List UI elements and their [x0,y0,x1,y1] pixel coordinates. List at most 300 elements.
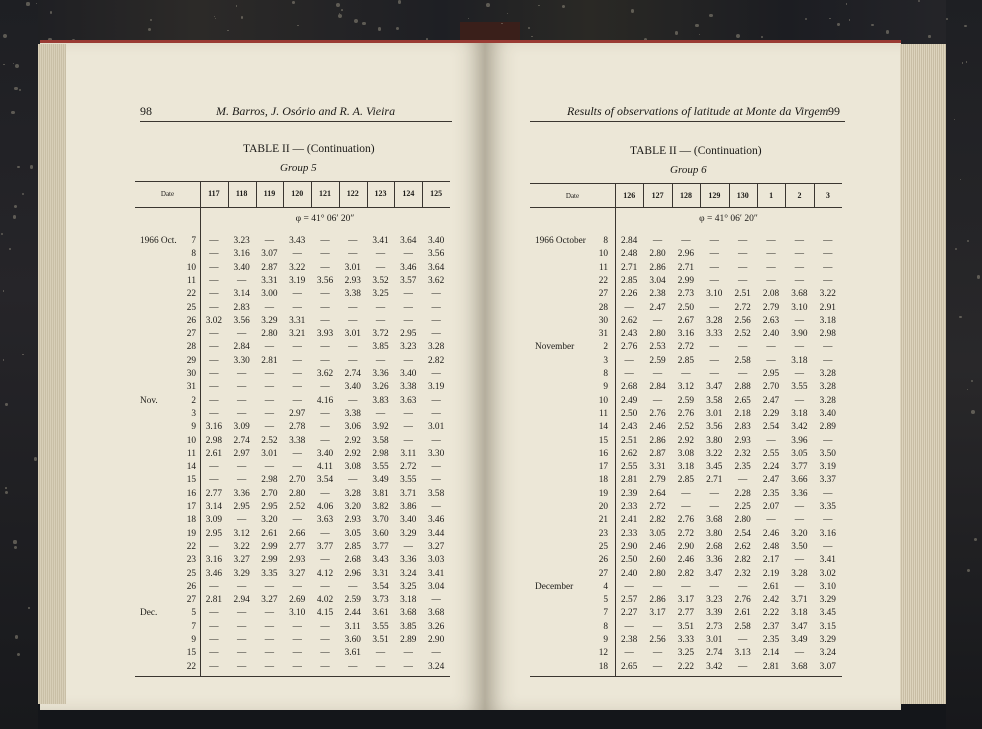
left-table-cell: — [237,408,247,419]
left-table-cell: 3.31 [372,568,389,579]
cover-speck [30,165,33,168]
left-table-cell: — [292,621,302,632]
left-table-cell: — [292,515,302,526]
left-table-cell: — [320,289,330,300]
left-table-cell: 2.98 [205,435,223,446]
left-table-cell: — [292,395,302,406]
right-table-cell: 2.92 [677,435,695,446]
left-table-cell: 2.78 [289,422,306,433]
left-table-cell: — [320,435,330,446]
right-table-cell: — [681,502,691,512]
left-table-cell: — [431,502,441,512]
right-row-day: 7 [603,608,608,619]
left-table-cell: — [237,608,247,619]
left-table-cell: — [264,648,275,659]
left-table-cell: 2.93 [344,275,361,286]
left-row-day: 22 [186,661,196,672]
right-table-cell: — [794,555,805,566]
left-group-label: Group 5 [280,162,317,174]
right-table-cell: 2.73 [677,289,695,300]
left-row-day: 31 [186,382,196,393]
left-table-cell: — [403,408,413,419]
right-column-header: 1 [769,191,774,200]
left-table-cell: 3.04 [427,581,445,592]
right-row-day: 10 [598,249,608,260]
left-table-cell: — [292,369,302,379]
left-table-cell: — [320,408,330,419]
right-table-cell: 3.10 [791,302,808,313]
cover-speck [22,193,24,195]
left-column-header: 121 [318,189,331,198]
left-table-cell: — [292,648,302,659]
left-table-cell: 3.68 [400,608,417,619]
cover-speck [336,3,340,7]
right-table-cell: 2.52 [734,329,751,340]
right-table-cell: 2.46 [762,528,780,539]
left-table-cell: — [320,249,330,260]
right-table-cell: 2.79 [649,475,666,486]
cover-speck [338,14,342,18]
right-table-cell: — [738,249,748,260]
left-column-header: 124 [402,189,415,198]
right-table-cell: 2.74 [706,648,723,659]
left-table-cell: 2.81 [261,355,278,366]
left-table-cell: 2.99 [261,541,278,552]
left-table-cell: 2.80 [289,488,306,499]
left-table-cell: 3.43 [289,236,306,246]
right-table-cell: 3.05 [791,448,808,459]
left-column-header: 119 [263,189,276,198]
left-table-cell: 2.72 [400,462,417,473]
right-table-cell: 2.85 [621,275,638,286]
left-table-cell: 3.09 [205,515,223,526]
right-date-header: Date [565,192,580,200]
right-table-cell: 2.72 [677,528,695,539]
right-table-cell: — [823,236,833,246]
right-table-cell: 2.87 [649,448,666,459]
left-table-cell: 3.54 [316,475,334,486]
left-table-cell: — [348,475,358,486]
left-table-cell: 2.87 [261,262,278,273]
right-table-cell: 3.47 [791,621,808,632]
right-column-header: 2 [797,191,802,200]
left-table-cell: — [237,369,247,379]
right-table-cell: 2.62 [621,448,638,459]
left-table-cell: 3.92 [372,422,389,433]
book-cover-left [0,0,38,729]
left-table-cell: — [209,635,219,645]
left-table-cell: — [264,462,275,473]
cover-speck [398,0,401,3]
left-table-cell: 3.55 [400,475,417,486]
right-table-cell: — [738,661,748,672]
left-table-cell: — [348,581,358,592]
right-row-day: 18 [598,475,608,486]
right-table-header-rule [530,207,842,208]
left-table-cell: 4.06 [316,502,334,512]
right-table-cell: 2.28 [734,488,751,499]
left-table-cell: 3.52 [372,275,389,286]
left-table-cell: 3.19 [289,275,306,286]
left-table-cell: 2.84 [233,342,250,353]
left-table-cell: — [209,329,219,340]
right-table-cell: 3.12 [677,382,695,393]
left-table-cell: 2.59 [344,595,361,606]
right-column-header: 126 [623,191,636,200]
right-row-day: 11 [599,262,608,273]
left-table-cell: — [209,621,219,632]
right-table-cell: 2.83 [734,422,751,433]
left-row-day: 22 [186,541,196,552]
left-table-cell: 3.58 [427,488,445,499]
left-table-cell: 3.12 [233,528,250,539]
right-table-cell: 2.71 [677,262,695,273]
left-table-cell: 3.07 [261,249,278,260]
right-table-cell: 3.40 [819,408,836,419]
right-table-cell: 2.35 [734,462,751,473]
right-table-cell: 3.19 [819,462,836,473]
right-table-cell: 3.80 [706,435,723,446]
right-table-cell: 2.46 [649,541,666,552]
right-table-cell: — [681,236,691,246]
left-row-day: 25 [186,302,196,313]
left-table-cell: — [403,541,413,552]
right-table-cell: — [709,369,719,379]
right-table-title: TABLE II — (Continuation) [630,145,762,157]
right-table-cell: — [794,369,805,379]
left-table-cell: 3.24 [427,661,445,672]
right-table-cell: 3.41 [819,555,836,566]
right-table-cell: 3.28 [819,395,836,406]
right-table-cell: 3.50 [791,541,808,552]
cover-speck [28,607,29,608]
right-table-cell: 2.99 [677,275,695,286]
right-table-cell: 3.68 [791,661,808,672]
left-table-cell: 3.38 [289,435,306,446]
left-table-cell: 3.55 [372,621,389,632]
right-table-cell: 2.25 [734,502,751,512]
left-table-cell: 3.36 [400,555,417,566]
right-table-cell: — [624,648,634,659]
left-table-cell: 2.61 [261,528,278,539]
right-table-cell: 3.24 [819,648,836,659]
right-table-cell: 2.52 [677,422,695,433]
left-row-day: 7 [191,236,196,246]
left-table-cell: — [375,302,386,313]
left-table-cell: 2.90 [427,635,445,645]
right-table-cell: 3.42 [791,422,808,433]
left-table-cell: — [292,355,302,366]
left-table-cell: 2.74 [344,369,361,379]
right-table-cell: 2.93 [734,435,751,446]
right-table-cell: 3.47 [706,568,723,579]
right-table-cell: — [652,395,663,406]
left-table-cell: 3.81 [372,488,389,499]
right-table-cell: 2.76 [677,515,695,526]
left-row-day: 11 [187,275,196,286]
left-column-header: 120 [291,189,304,198]
left-table-cell: — [209,355,219,366]
right-page-edges [900,44,946,704]
right-table-cell: 3.29 [819,595,836,606]
left-table-cell: 2.95 [205,528,223,539]
right-table-cell: 2.90 [621,541,638,552]
right-table-cell: 2.58 [734,621,751,632]
right-table-cell: 3.01 [706,408,723,419]
right-table-cell: — [794,315,805,326]
right-table-cell: — [709,342,719,353]
left-table-cell: — [209,249,219,260]
left-table-cell: 3.57 [400,275,417,286]
right-row-day: 11 [599,408,608,419]
left-table-cell: — [264,369,275,379]
cover-speck [528,27,530,29]
right-table-cell: — [794,648,805,659]
right-table-cell: 3.90 [791,329,808,340]
left-table-cell: 3.01 [427,422,445,433]
left-table-cell: — [292,342,302,353]
right-table-cell: 2.59 [649,355,666,366]
right-table-cell: 2.60 [649,555,666,566]
left-table-cell: 3.40 [344,382,361,393]
right-row-day: 12 [598,648,608,659]
left-table-cell: — [320,382,330,393]
right-running-head: Results of observations of latitude at Monte da Virgem [567,104,829,118]
left-table-cell: 3.72 [372,329,389,340]
left-table-cell: — [403,249,413,260]
left-table-cell: 2.98 [261,475,278,486]
left-table-cell: — [348,342,358,353]
left-table-cell: — [292,462,302,473]
left-table-cell: — [209,289,219,300]
left-table-title: TABLE II — (Continuation) [243,143,375,155]
left-column-header: 125 [430,189,443,198]
right-row-day: 3 [603,355,608,366]
left-row-day: 9 [191,422,196,433]
left-table-cell: — [292,302,302,313]
left-table-cell: 3.19 [427,382,445,393]
right-table-cell: 2.41 [621,515,638,526]
right-table-cell: 3.18 [791,355,808,366]
right-table-cell: — [738,262,748,273]
left-table-cell: 2.98 [372,448,389,459]
right-table-cell: — [738,342,748,353]
right-table-cell: 3.68 [791,289,808,300]
left-column-header: 122 [346,189,359,198]
left-table-cell: 3.40 [427,236,445,246]
right-table-cell: 3.13 [734,648,751,659]
left-row-day: 28 [186,342,196,353]
right-table-cell: 3.80 [706,528,723,539]
right-table-cell: 3.71 [791,595,808,606]
left-table-cell: 3.29 [261,315,278,326]
left-table-cell: 3.02 [205,315,223,326]
right-column-header: 128 [679,191,692,200]
left-table-cell: — [209,302,219,313]
left-row-day: 29 [186,355,196,366]
right-table-cell: — [794,262,805,273]
left-table-cell: 2.95 [233,502,250,512]
left-table-cell: 3.46 [427,515,445,526]
right-table-cell: 2.86 [649,435,666,446]
cover-speck [886,30,890,34]
left-table-cell: — [403,355,413,366]
cover-speck [227,30,228,31]
right-table-cell: — [709,502,719,512]
left-table-cell: — [292,382,302,393]
left-table-cell: 3.56 [316,275,334,286]
left-table-cell: — [209,648,219,659]
left-column-header: 118 [235,189,248,198]
left-row-month-label: Nov. [140,395,158,406]
cover-speck [396,27,399,30]
right-table-cell: 3.28 [819,369,836,379]
left-table-cell: — [320,302,330,313]
left-table-cell: 3.28 [344,488,361,499]
right-table-cell: 3.18 [791,608,808,619]
left-table-cell: — [403,302,413,313]
right-row-month-label: 1966 October [535,236,586,246]
cover-speck [971,410,975,414]
left-table-cell: 3.55 [372,462,389,473]
left-table-cell: 2.97 [289,408,306,419]
right-table-top-rule [530,183,842,184]
left-table-cell: — [403,289,413,300]
left-row-day: 19 [186,528,196,539]
right-table-cell: — [652,315,663,326]
right-table-cell: 3.31 [649,462,666,473]
left-row-day: 10 [186,262,196,273]
right-table-cell: 2.80 [649,329,666,340]
right-row-day: 18 [598,661,608,672]
left-table-cell: — [375,648,386,659]
right-table-cell: 2.18 [734,408,751,419]
left-table-cell: — [209,395,219,406]
left-table-cell: 2.83 [233,302,250,313]
right-table-cell: 2.24 [762,462,780,473]
left-table-cell: — [403,422,413,433]
right-row-day: 15 [598,435,608,446]
right-table-cell: 3.23 [706,595,723,606]
cover-speck [17,166,20,169]
right-table-cell: 3.29 [819,635,836,645]
right-table-cell: — [738,635,748,645]
left-table-cell: 3.00 [261,289,278,300]
left-table-cell: — [264,236,275,246]
left-table-cell: — [431,369,441,379]
right-table-cell: 2.95 [762,369,780,379]
left-table-cell: 2.70 [261,488,278,499]
left-table-cell: 2.80 [261,329,278,340]
right-table-cell: 3.28 [706,315,723,326]
cover-speck [297,25,298,26]
left-row-day: 23 [186,555,196,566]
right-page-top-edge [485,40,901,43]
left-table-cell: — [237,621,247,632]
left-table-cell: 3.63 [316,515,334,526]
right-table-cell: 2.73 [706,621,723,632]
right-row-day: 9 [603,382,608,393]
cover-speck [3,34,7,38]
book-cover-right [946,0,982,729]
right-table-cell: 2.54 [762,422,780,433]
right-table-cell: 2.33 [621,502,638,512]
left-row-day: 27 [186,329,196,340]
right-table-cell: 2.56 [734,315,751,326]
left-table-cell: 3.36 [372,369,389,379]
left-table-cell: 3.22 [289,262,306,273]
right-row-day: 27 [598,568,608,579]
left-table-cell: 3.23 [233,236,250,246]
left-table-cell: 3.49 [372,475,389,486]
left-table-cell: 3.01 [344,329,361,340]
cover-speck [292,1,295,4]
left-column-header: 117 [208,189,220,198]
right-table-cell: — [823,275,833,286]
right-table-cell: 2.76 [621,342,638,353]
right-table-cell: — [624,302,634,313]
right-row-day: 21 [598,515,608,526]
right-row-day: 25 [598,541,608,552]
right-table-cell: 2.37 [762,621,780,632]
left-row-month-label: 1966 Oct. [140,236,177,246]
right-table-cell: 2.88 [734,382,751,393]
left-table-cell: — [209,236,219,246]
left-table-cell: 3.14 [233,289,250,300]
left-row-day: 15 [186,648,196,659]
right-table-cell: 3.18 [677,462,695,473]
right-table-cell: 2.98 [819,329,836,340]
left-table-cell: 3.40 [316,448,334,459]
right-table-cell: 3.28 [819,382,836,393]
right-table-cell: 3.22 [819,289,836,300]
cover-speck [354,19,358,23]
left-table-cell: — [403,661,413,672]
cover-speck [5,403,7,405]
left-table-cell: 3.24 [400,568,417,579]
left-table-cell: — [403,435,413,446]
right-table-cell: 2.65 [621,661,638,672]
right-row-month-label: December [535,581,574,592]
right-table-cell: — [652,236,663,246]
left-table-cell: — [264,382,275,393]
cover-speck [1,233,3,235]
left-table-cell: — [209,275,219,286]
left-table-cell: 3.11 [344,621,361,632]
right-table-cell: 3.45 [706,462,723,473]
right-table-cell: 3.17 [649,608,666,619]
left-table-cell: — [320,635,330,645]
left-table-cell: — [431,289,441,300]
right-table-cell: 3.33 [706,329,723,340]
right-table-cell: 2.08 [762,289,780,300]
left-table-cell: 3.77 [372,541,389,552]
right-table-cell: 2.49 [621,395,638,406]
left-table-cell: — [320,621,330,632]
right-table-cell: — [709,302,719,313]
left-row-day: 9 [191,635,196,645]
left-table-cell: — [348,661,358,672]
left-table-cell: 2.96 [344,568,361,579]
left-table-cell: 3.40 [400,515,417,526]
right-table-cell: 2.85 [677,475,695,486]
left-table-cell: — [403,648,413,659]
right-table-cell: 2.59 [677,395,695,406]
left-table-cell: — [320,355,330,366]
left-table-cell: — [320,648,330,659]
right-table-cell: 2.50 [621,408,638,419]
right-table-cell: — [709,236,719,246]
